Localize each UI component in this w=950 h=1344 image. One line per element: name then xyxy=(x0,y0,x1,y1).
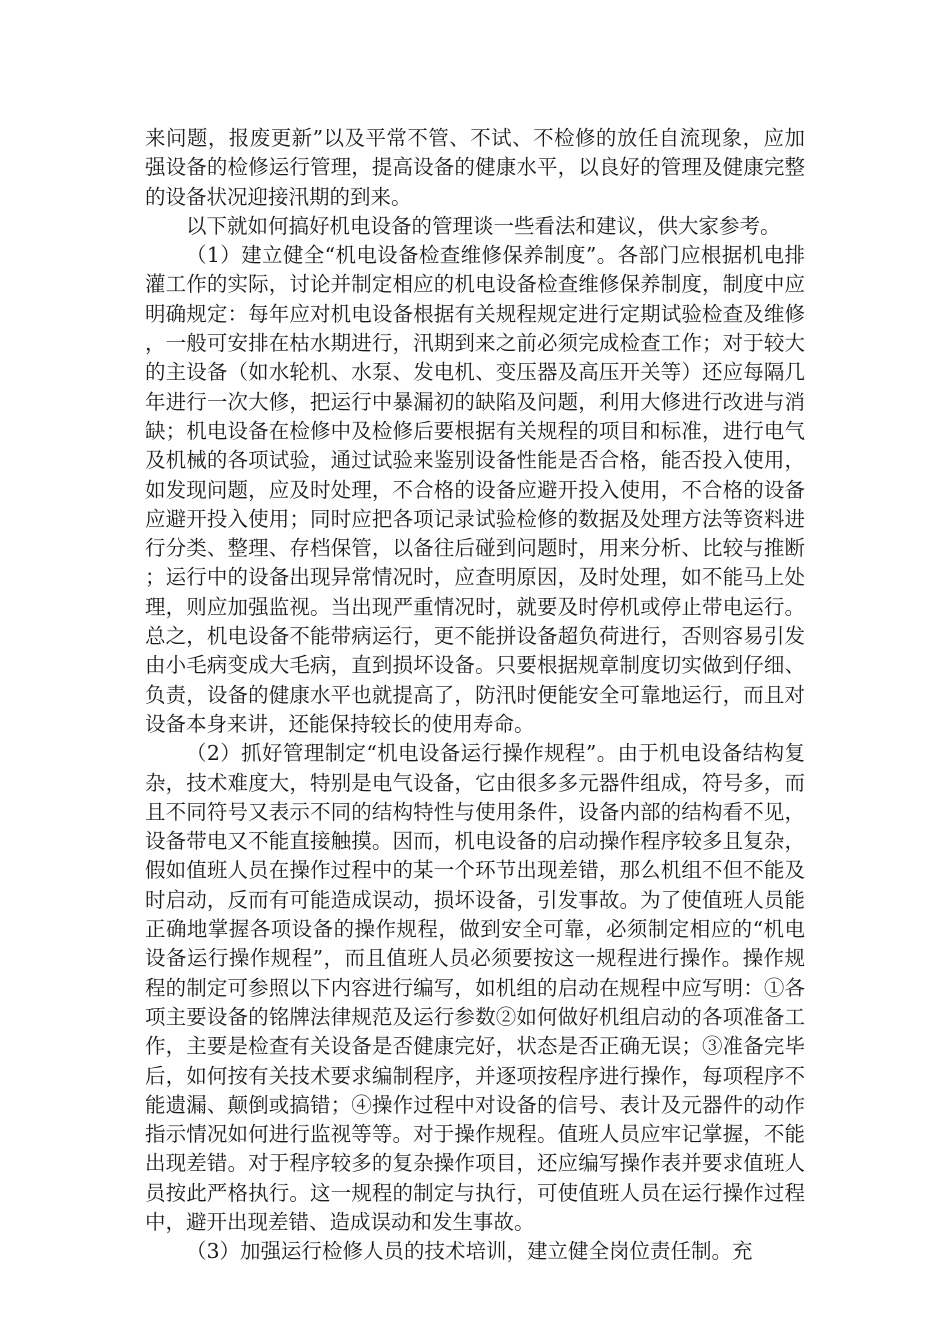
paragraph-intro: 以下就如何搞好机电设备的管理谈一些看法和建议，供大家参考。 xyxy=(186,213,781,238)
paragraph-item-3: （3）加强运行检修人员的技术培训，建立健全岗位责任制。充 xyxy=(186,1239,753,1264)
paragraph-item-2: （2）抓好管理制定“机电设备运行操作规程”。由于机电设备结构复杂，技术难度大，特别是电气设备，它由很多多元器件组成，符号多，而且不同符号又表示不同的结构特性与使用条件，设备内部的结构看不见，设备带电又不能直接触摸。因而，机电设备的启动操作程序较多且复杂，假如值班人员在操作过程中的某一个环节出现差错，那么机组不但不能及时启动，反而有可能造成误动，损坏设备，引发事故。为了使值班人员能正确地掌握各项设备的操作规程，做到安全可靠，必须制定相应的“机电设备运行操作规程”，而且值班人员必须要按这一规程进行操作。操作规程的制定可参照以下内容进行编写，如机组的启动在规程中应写明：①各项主要设备的铭牌法律规范及运行参数②如何做好机组启动的各项准备工作，主要是检查有关设备是否健康完好，状态是否正确无误；③准备完毕后，如何按有关技术要求编制程序，并逐项按程序进行操作，每项程序不能遗漏、颠倒或搞错；④操作过程中对设备的信号、表计及元器件的动作指示情况如何进行监视等等。对于操作规程。值班人员应牢记掌握，不能出现差错。对于程序较多的复杂操作项目，还应编写操作表并要求值班人员按此严格执行。这一规程的制定与执行，可使值班人员在运行操作过程中，避开出现差错、造成误动和发生事故。 xyxy=(145,741,805,1234)
paragraph-item-1: （1）建立健全“机电设备检查维修保养制度”。各部门应根据机电排灌工作的实际，讨论并制定相应的机电设备检查维修保养制度，制度中应明确规定：每年应对机电设备根据有关规程规定进行定期试验检查及维修，一般可安排在枯水期进行，汛期到来之前必须完成检查工作；对于较大的主设备（如水轮机、水泵、发电机、变压器及高压开关等）还应每隔几年进行一次大修，把运行中暴漏初的缺陷及问题，利用大修进行改进与消缺；机电设备在检修中及检修后要根据有关规程的项目和标准，进行电气及机械的各项试验，通过试验来鉴别设备性能是否合格，能否投入使用，如发现问题，应及时处理，不合格的设备应避开投入使用，不合格的设备应避开投入使用；同时应把各项记录试验检修的数据及处理方法等资料进行分类、整理、存档保管，以备往后碰到问题时，用来分析、比较与推断；运行中的设备出现异常情况时，应查明原因，及时处理，如不能马上处理，则应加强监视。当出现严重情况时，就要及时停机或停止带电运行。总之，机电设备不能带病运行，更不能拼设备超负荷进行，否则容易引发由小毛病变成大毛病，直到损坏设备。只要根据规章制度切实做到仔细、负责，设备的健康水平也就提高了，防汛时便能安全可靠地运行，而且对设备本身来讲，还能保持较长的使用寿命。 xyxy=(145,243,805,736)
document-body xyxy=(145,124,805,1267)
paragraph-continuation: 来问题，报废更新”以及平常不管、不试、不检修的放任自流现象，应加强设备的检修运行管理，提高设备的健康水平，以良好的管理及健康完整的设备状况迎接汛期的到来。 xyxy=(145,126,805,209)
